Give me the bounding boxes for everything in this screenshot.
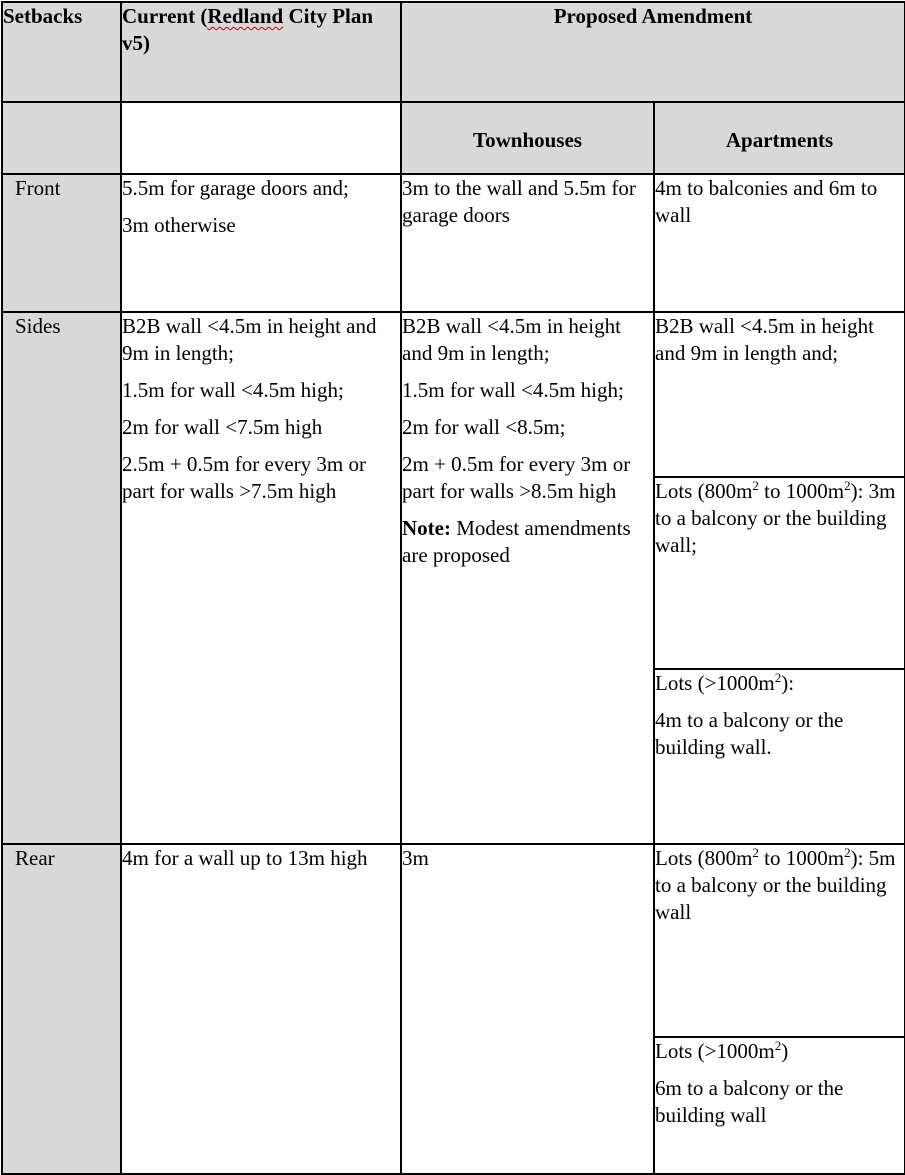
text-line: 3m to the wall and 5.5m for garage doors: [402, 176, 636, 227]
rear-apartments-lots-over-1000: [654, 1037, 905, 1174]
sides-current: [121, 312, 401, 844]
header-setbacks: Setbacks: [2, 2, 121, 102]
text-line: 5.5m for garage doors and;: [122, 176, 349, 200]
setbacks-table: [1, 1, 905, 1175]
text-line: B2B wall <4.5m in height and 9m in length;: [122, 314, 377, 365]
text-line: 2m for wall <7.5m high: [122, 415, 323, 439]
header-apartments: Apartments: [654, 102, 905, 174]
note-label: Note:: [402, 516, 451, 540]
text-line: 2m + 0.5m for every 3m or part for walls >8.5m high: [402, 452, 631, 503]
text-line: Lots $(>1000m^2)$:: [655, 670, 795, 695]
text-line: 4m to balconies and 6m to wall: [655, 176, 878, 227]
text-line: Lots ($800m^2$ to $1000m^2$): 5m to a balcony or the building wall: [655, 845, 896, 924]
text-line: 1.5m for wall <4.5m high;: [122, 378, 344, 402]
sides-apartments-b2b: [654, 312, 905, 477]
text-line: 4m to a balcony or the building wall.: [655, 708, 844, 759]
sides-apartments-lots-800-1000: [654, 477, 905, 669]
text-line: 3m otherwise: [122, 213, 236, 237]
rear-townhouses: [401, 844, 654, 1174]
rear-current: [121, 844, 401, 1174]
header-townhouses: Townhouses: [401, 102, 654, 174]
sides-apartments-lots-over-1000: [654, 669, 905, 844]
row-label-rear: Rear: [2, 844, 121, 1174]
header-proposed-amendment: Proposed Amendment: [401, 2, 905, 102]
text-line: Lots $(>1000m^2)$: [655, 1038, 789, 1063]
text-line: 2m for wall <8.5m;: [402, 415, 566, 439]
row-label-sides: Sides: [2, 312, 121, 844]
text-line: 3m: [402, 846, 429, 870]
front-apartments: [654, 174, 905, 312]
text-line: 4m for a wall up to 13m high: [122, 846, 368, 870]
text-line: B2B wall <4.5m in height and 9m in length and;: [655, 314, 874, 365]
sides-townhouses: [401, 312, 654, 844]
rear-apartments-lots-800-1000: [654, 844, 905, 1037]
front-townhouses: [401, 174, 654, 312]
header-current: Current (Redland City Plan v5): [121, 2, 401, 102]
front-current: [121, 174, 401, 312]
note-line: [402, 515, 653, 569]
header-empty-cell: [2, 102, 121, 174]
text-line: B2B wall <4.5m in height and 9m in length;: [402, 314, 621, 365]
text-line: 6m to a balcony or the building wall: [655, 1076, 844, 1127]
row-label-front: Front: [2, 174, 121, 312]
note-text: Modest amendments are proposed: [402, 516, 631, 567]
text-line: 2.5m + 0.5m for every 3m or part for walls >7.5m high: [122, 452, 366, 503]
header-empty-cell: [121, 102, 401, 174]
text-line: Lots ($800m^2$ to $1000m^2$): 3m to a balcony or the building wall;: [655, 478, 896, 557]
text-line: 1.5m for wall <4.5m high;: [402, 378, 624, 402]
